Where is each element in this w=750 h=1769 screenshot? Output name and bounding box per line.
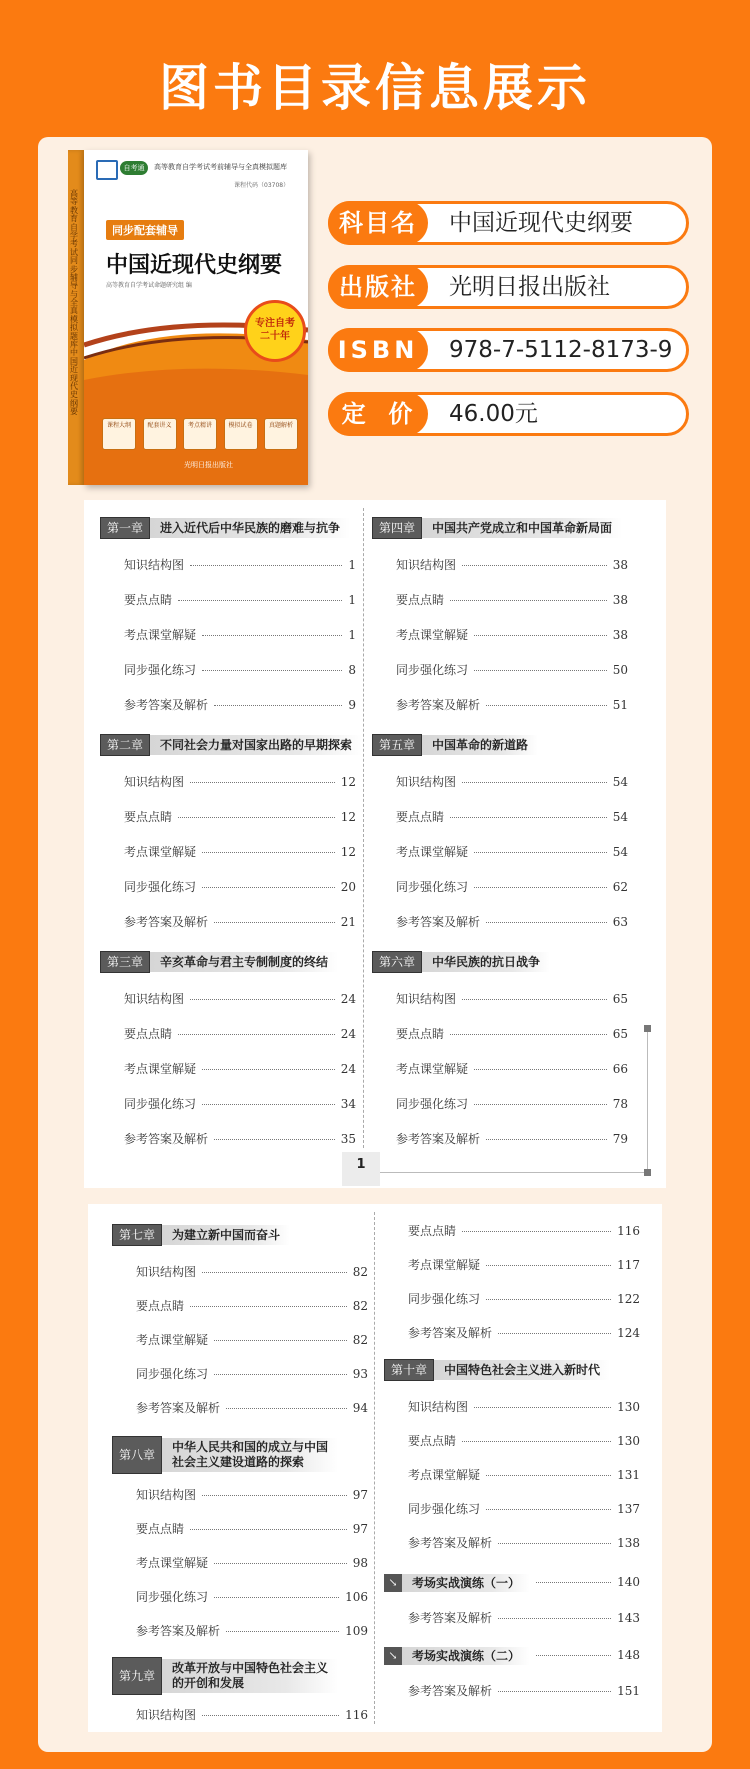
chapter-title: 进入近代后中华民族的磨难与抗争: [150, 518, 350, 538]
chapter-heading: [112, 1437, 338, 1473]
entry-title: 考点课堂解疑: [124, 628, 197, 642]
toc-entry: [136, 1706, 368, 1723]
toc-entry: [408, 1256, 640, 1273]
entry-title: 参考答案及解析: [124, 698, 209, 712]
info-publisher: [328, 265, 689, 309]
exam-entry: [384, 1573, 640, 1593]
chapter-title-line1: 中华人民共和国的成立与中国: [172, 1440, 329, 1454]
entry-page: 35: [340, 1132, 356, 1146]
toc-entry: [136, 1331, 368, 1348]
entry-page: 50: [612, 663, 628, 677]
entry-title: 同步强化练习: [124, 663, 197, 677]
entry-page: 20: [340, 880, 356, 894]
toc-entry: [124, 1060, 356, 1077]
book-front-cover: [84, 150, 308, 485]
entry-page: 130: [617, 1400, 640, 1414]
entry-title: 参考答案及解析: [136, 1401, 221, 1415]
toc-entry: [124, 661, 356, 678]
entry-title: 同步强化练习: [408, 1292, 481, 1306]
chapter-number: 第十章: [384, 1359, 434, 1381]
entry-title: 参考答案及解析: [396, 698, 481, 712]
exam-heading: [384, 1646, 530, 1666]
cover-tag: 同步配套辅导: [106, 220, 184, 240]
entry-title: 考点课堂解疑: [396, 628, 469, 642]
entry-title: 要点点睛: [136, 1299, 185, 1313]
toc-entry: [396, 843, 628, 860]
chapter-title: 中国共产党成立和中国革命新局面: [422, 518, 622, 538]
entry-title: 考点课堂解疑: [136, 1556, 209, 1570]
entry-page: 82: [352, 1333, 368, 1347]
toc-entry: [396, 1060, 628, 1077]
toc-entry: [136, 1622, 368, 1639]
toc-entry: [396, 990, 628, 1007]
toc-entry: [396, 1095, 628, 1112]
entry-title: 知识结构图: [124, 558, 185, 572]
chapter-number: 第一章: [100, 517, 150, 539]
entry-page: 137: [617, 1502, 640, 1516]
toc-entry: [396, 591, 628, 608]
brand-badge: 自考通: [120, 161, 148, 175]
seal-line1: 专注自考: [255, 318, 295, 329]
entry-title: 参考答案及解析: [408, 1611, 493, 1625]
toc-entry: [408, 1398, 640, 1415]
toc-entry: [124, 556, 356, 573]
entry-title: 参考答案及解析: [396, 915, 481, 929]
info-publisher-label: 出版社: [328, 265, 428, 309]
entry-page: 54: [612, 775, 628, 789]
toc-entry: [136, 1554, 368, 1571]
chapter-number: 第三章: [100, 951, 150, 973]
toc-entry: [408, 1324, 640, 1341]
book-spine: [68, 150, 84, 485]
entry-title: 知识结构图: [408, 1400, 469, 1414]
entry-page: 12: [340, 810, 356, 824]
entry-title: 知识结构图: [124, 992, 185, 1006]
entry-page: 1: [348, 593, 356, 607]
toc-entry: [396, 773, 628, 790]
entry-title: 参考答案及解析: [408, 1536, 493, 1550]
toc-entry: [396, 1130, 628, 1147]
info-publisher-value: 光明日报出版社: [449, 274, 610, 300]
toc-entry: [136, 1297, 368, 1314]
entry-page: 117: [617, 1258, 640, 1272]
feature-item: 课程大纲: [102, 418, 136, 450]
entry-title: 参考答案及解析: [124, 1132, 209, 1146]
entry-title: 同步强化练习: [396, 880, 469, 894]
toc-entry: [396, 626, 628, 643]
seal-line2: 二十年: [260, 331, 290, 342]
toc-entry: [136, 1263, 368, 1280]
entry-page: 138: [617, 1536, 640, 1550]
entry-page: 116: [345, 1708, 368, 1722]
entry-page: 97: [352, 1522, 368, 1536]
entry-title: 考点课堂解疑: [396, 845, 469, 859]
entry-page: 122: [617, 1292, 640, 1306]
toc-entry: [136, 1520, 368, 1537]
entry-page: 82: [352, 1265, 368, 1279]
entry-title: 参考答案及解析: [408, 1684, 493, 1698]
chapter-title: 中华民族的抗日战争: [422, 952, 550, 972]
entry-page: 66: [612, 1062, 628, 1076]
exam-title: 考场实战演练（一）: [402, 1574, 530, 1592]
entry-page: 130: [617, 1434, 640, 1448]
chapter-number: 第六章: [372, 951, 422, 973]
entry-title: 要点点睛: [396, 593, 445, 607]
chapter-title: 中国特色社会主义进入新时代: [434, 1360, 610, 1380]
entry-page: 24: [340, 992, 356, 1006]
entry-page: 93: [352, 1367, 368, 1381]
info-subject: [328, 201, 689, 245]
toc-entry: [408, 1466, 640, 1483]
toc-entry: [396, 808, 628, 825]
entry-page: 143: [617, 1611, 640, 1625]
toc-entry: [408, 1682, 640, 1699]
entry-page: 82: [352, 1299, 368, 1313]
entry-page: 148: [617, 1648, 640, 1662]
entry-title: 考点课堂解疑: [124, 1062, 197, 1076]
entry-title: 要点点睛: [396, 1027, 445, 1041]
chapter-heading: [100, 518, 350, 538]
entry-page: 116: [617, 1224, 640, 1238]
entry-title: 要点点睛: [396, 810, 445, 824]
toc-entry: [408, 1500, 640, 1517]
chapter-heading: [372, 735, 538, 755]
toc-entry: [136, 1365, 368, 1382]
entry-page: 106: [345, 1590, 368, 1604]
page-frame-line: [647, 1028, 648, 1172]
chapter-title: 为建立新中国而奋斗: [162, 1225, 290, 1245]
column-divider: [363, 508, 364, 1148]
info-subject-label: 科目名: [328, 201, 428, 245]
entry-title: 考点课堂解疑: [408, 1258, 481, 1272]
entry-title: 要点点睛: [136, 1522, 185, 1536]
frame-corner-marker: [644, 1169, 651, 1176]
entry-page: 78: [612, 1097, 628, 1111]
chapter-heading: [112, 1225, 290, 1245]
toc-entry: [124, 696, 356, 713]
entry-page: 124: [617, 1326, 640, 1340]
chapter-title-line2: 社会主义建设道路的探索: [172, 1455, 305, 1469]
entry-page: 94: [352, 1401, 368, 1415]
cover-title: 中国近现代史纲要: [106, 253, 283, 278]
toc-entry: [408, 1290, 640, 1307]
entry-title: 要点点睛: [124, 593, 173, 607]
toc-entry: [396, 913, 628, 930]
series-name: 高等教育自学考试考前辅导与全真模拟题库: [154, 163, 287, 171]
entry-page: 24: [340, 1027, 356, 1041]
page-title: 图书目录信息展示: [159, 59, 591, 117]
entry-title: 考点课堂解疑: [136, 1333, 209, 1347]
toc-entry: [124, 1095, 356, 1112]
entry-page: 34: [340, 1097, 356, 1111]
entry-page: 65: [612, 992, 628, 1006]
toc-entry: [124, 843, 356, 860]
chapter-title: [162, 1659, 338, 1693]
entry-page: 9: [348, 698, 356, 712]
toc-entry: [124, 773, 356, 790]
arrow-icon: ↘: [384, 1647, 402, 1665]
chapter-title-line2: 的开创和发展: [172, 1676, 245, 1690]
info-price-label: 定 价: [328, 392, 428, 436]
entry-page: 12: [340, 845, 356, 859]
toc-entry: [396, 556, 628, 573]
entry-title: 要点点睛: [408, 1224, 457, 1238]
entry-page: 38: [612, 628, 628, 642]
toc-entry: [124, 591, 356, 608]
entry-page: 8: [348, 663, 356, 677]
entry-page: 62: [612, 880, 628, 894]
entry-title: 参考答案及解析: [136, 1624, 221, 1638]
chapter-number: 第二章: [100, 734, 150, 756]
cover-author: 高等教育自学考试命题研究组 编: [106, 282, 192, 289]
entry-title: 知识结构图: [136, 1265, 197, 1279]
entry-page: 54: [612, 810, 628, 824]
entry-title: 知识结构图: [124, 775, 185, 789]
chapter-title: 中国革命的新道路: [422, 735, 538, 755]
entry-title: 参考答案及解析: [124, 915, 209, 929]
entry-title: 知识结构图: [396, 992, 457, 1006]
entry-title: 参考答案及解析: [408, 1326, 493, 1340]
entry-page: 38: [612, 593, 628, 607]
feature-icons: [102, 418, 298, 450]
info-isbn: [328, 328, 689, 372]
toc-entry: [396, 661, 628, 678]
info-price-value: 46.00元: [449, 401, 538, 427]
cover-publisher: 光明日报出版社: [184, 461, 233, 469]
entry-page: 151: [617, 1684, 640, 1698]
chapter-title: 不同社会力量对国家出路的早期探索: [150, 735, 362, 755]
entry-page: 24: [340, 1062, 356, 1076]
chapter-number: 第五章: [372, 734, 422, 756]
entry-title: 同步强化练习: [408, 1502, 481, 1516]
exam-heading: [384, 1573, 530, 1593]
entry-title: 知识结构图: [396, 775, 457, 789]
entry-page: 109: [345, 1624, 368, 1638]
publisher-logo-icon: [96, 160, 118, 180]
chapter-number: 第七章: [112, 1224, 162, 1246]
page-number: 1: [342, 1152, 380, 1186]
toc-entry: [408, 1222, 640, 1239]
toc-entry: [124, 990, 356, 1007]
chapter-number: 第八章: [112, 1436, 162, 1474]
page-frame-line: [380, 1172, 648, 1173]
entry-page: 63: [612, 915, 628, 929]
toc-entry: [124, 626, 356, 643]
toc-entry: [408, 1432, 640, 1449]
chapter-heading: [100, 735, 362, 755]
entry-title: 要点点睛: [124, 810, 173, 824]
entry-title: 同步强化练习: [396, 663, 469, 677]
entry-page: 79: [612, 1132, 628, 1146]
chapter-title-line1: 改革开放与中国特色社会主义: [172, 1661, 329, 1675]
toc-entry: [396, 696, 628, 713]
toc-entry: [124, 1025, 356, 1042]
entry-title: 同步强化练习: [124, 880, 197, 894]
entry-title: 知识结构图: [136, 1488, 197, 1502]
entry-title: 同步强化练习: [136, 1367, 209, 1381]
toc-entry: [124, 808, 356, 825]
entry-title: 同步强化练习: [124, 1097, 197, 1111]
entry-page: 131: [617, 1468, 640, 1482]
entry-page: 1: [348, 628, 356, 642]
chapter-title: [162, 1438, 338, 1472]
entry-title: 同步强化练习: [136, 1590, 209, 1604]
toc-entry: [136, 1588, 368, 1605]
toc-entry: [124, 913, 356, 930]
entry-page: 54: [612, 845, 628, 859]
entry-title: 考点课堂解疑: [408, 1468, 481, 1482]
entry-title: 参考答案及解析: [396, 1132, 481, 1146]
course-code: 课程代码（03708）: [234, 182, 290, 189]
toc-entry: [136, 1486, 368, 1503]
entry-title: 知识结构图: [136, 1708, 197, 1722]
info-isbn-value: 978-7-5112-8173-9: [449, 337, 673, 363]
feature-item: 配套讲义: [143, 418, 177, 450]
chapter-heading: [112, 1658, 338, 1694]
toc-entry: [124, 1130, 356, 1147]
chapter-number: 第四章: [372, 517, 422, 539]
entry-page: 98: [352, 1556, 368, 1570]
entry-page: 12: [340, 775, 356, 789]
entry-title: 要点点睛: [408, 1434, 457, 1448]
entry-page: 1: [348, 558, 356, 572]
entry-page: 65: [612, 1027, 628, 1041]
entry-page: 97: [352, 1488, 368, 1502]
entry-title: 考点课堂解疑: [124, 845, 197, 859]
seal-badge: [244, 300, 306, 362]
entry-page: 21: [340, 915, 356, 929]
toc-entry: [124, 878, 356, 895]
frame-corner-marker: [644, 1025, 651, 1032]
chapter-heading: [372, 518, 622, 538]
info-subject-value: 中国近现代史纲要: [449, 210, 633, 236]
book-cover-image: [68, 150, 308, 485]
chapter-heading: [100, 952, 338, 972]
spine-text: 高等教育自学考试同步辅导与全真模拟题库中国近现代史纲要: [70, 189, 78, 417]
feature-item: 模拟试卷: [224, 418, 258, 450]
entry-title: 知识结构图: [396, 558, 457, 572]
chapter-number: 第九章: [112, 1657, 162, 1695]
entry-page: 140: [617, 1575, 640, 1589]
entry-page: 51: [612, 698, 628, 712]
chapter-heading: [384, 1360, 610, 1380]
info-isbn-label: ISBN: [328, 328, 428, 372]
arrow-icon: ↘: [384, 1574, 402, 1592]
toc-entry: [408, 1534, 640, 1551]
feature-item: 考点精讲: [183, 418, 217, 450]
entry-title: 考点课堂解疑: [396, 1062, 469, 1076]
exam-title: 考场实战演练（二）: [402, 1647, 530, 1665]
toc-entry: [136, 1399, 368, 1416]
toc-entry: [396, 1025, 628, 1042]
toc-entry: [396, 878, 628, 895]
exam-entry: [384, 1646, 640, 1666]
column-divider: [374, 1212, 375, 1724]
entry-title: 同步强化练习: [396, 1097, 469, 1111]
info-price: [328, 392, 689, 436]
chapter-heading: [372, 952, 550, 972]
chapter-title: 辛亥革命与君主专制制度的终结: [150, 952, 338, 972]
entry-title: 要点点睛: [124, 1027, 173, 1041]
feature-item: 真题解析: [264, 418, 298, 450]
entry-page: 38: [612, 558, 628, 572]
toc-entry: [408, 1609, 640, 1626]
